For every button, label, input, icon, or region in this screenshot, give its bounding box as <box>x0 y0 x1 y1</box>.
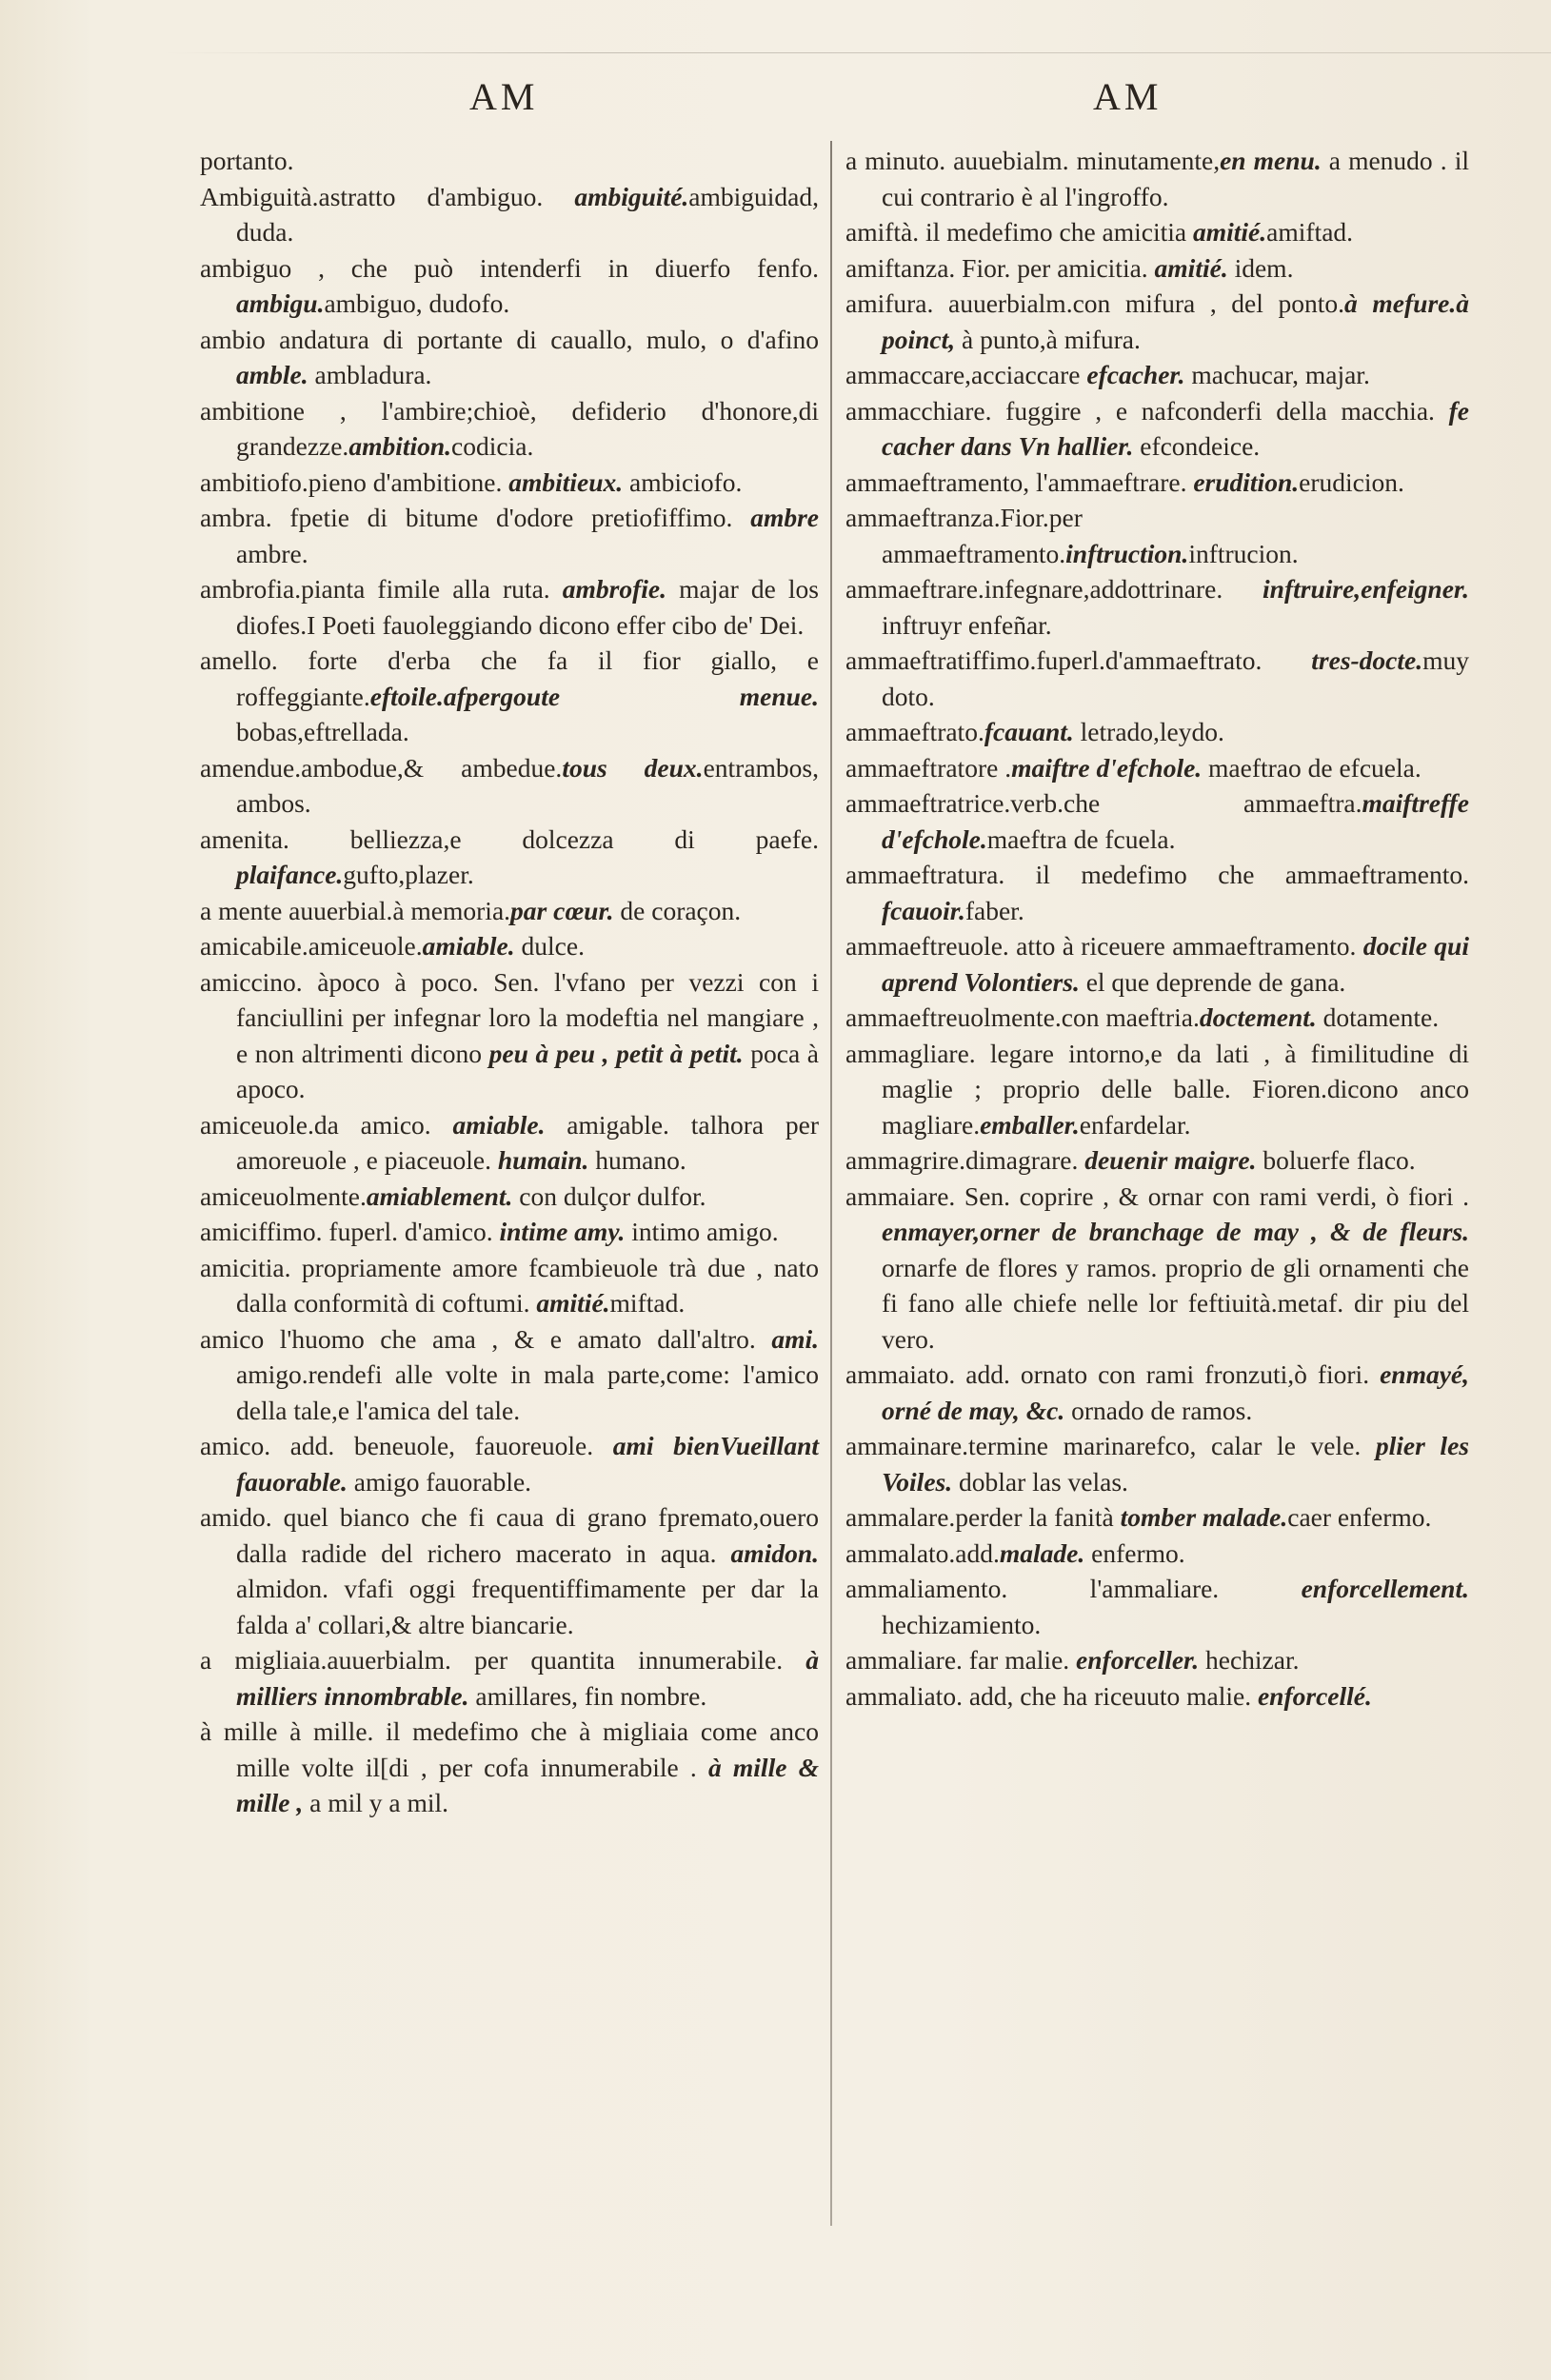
dictionary-entry <box>845 1036 1469 1143</box>
french-equivalent: ambition. <box>348 431 452 461</box>
french-equivalent: ambrofie. <box>562 574 667 604</box>
running-head-left: AM <box>469 75 539 118</box>
french-equivalent: fe cacher dans Vn hallier. <box>882 395 1469 461</box>
dictionary-entry <box>845 1357 1469 1428</box>
dictionary-entry <box>845 714 1469 750</box>
french-equivalent: ambitieux. <box>508 466 624 497</box>
entry-text: de coraçon. <box>613 895 742 925</box>
french-equivalent: malade. <box>999 1537 1085 1568</box>
entry-text: el que deprende de gana. <box>1079 966 1346 997</box>
entry-text: a migliaia.auuerbialm. per quantita innumerabile. <box>200 1645 806 1675</box>
french-equivalent: enforcellé. <box>1257 1680 1372 1711</box>
entry-text: amendue.ambodue,& ambedue. <box>200 752 563 783</box>
entry-text: Ambiguità.astratto d'ambiguo. <box>200 181 575 211</box>
dictionary-entry <box>200 1499 819 1642</box>
french-equivalent: deuenir maigre. <box>1084 1145 1257 1175</box>
french-equivalent: amiable. <box>422 931 515 961</box>
entry-text: ornarfe de flores y ramos. proprio de gli ornamenti che fi fano alle chiefe nelle lor feftiuità.metaf. dir piu del vero. <box>882 1252 1469 1354</box>
entry-text: majar de los diofes.I Poeti fauoleggiando dicono effer cibo de' Dei. <box>236 574 819 640</box>
entry-text: intimo amigo. <box>625 1217 779 1246</box>
entry-text: gufto,plazer. <box>343 860 474 889</box>
entry-text: amicitia. propriamente amore fcambieuole trà due , nato dalla conformità di coftumi. <box>200 1252 819 1318</box>
running-head-right: AM <box>1093 75 1163 118</box>
entry-text: ambio andatura di portante di cauallo, mulo, o d'afino <box>200 324 819 354</box>
french-equivalent: eftoile.afpergoute menue. <box>369 681 819 711</box>
french-equivalent: inftruction. <box>1065 538 1189 568</box>
french-equivalent: amiable. <box>452 1109 546 1140</box>
entry-text: ammaeftratore . <box>845 752 1012 783</box>
entry-text: ammaeftreuole. atto à riceuere ammaeftramento. <box>845 931 1363 961</box>
french-equivalent: erudition. <box>1193 466 1300 497</box>
entry-text: amico l'huomo che ama , & e amato dall'altro. <box>200 1323 772 1354</box>
entry-text: ammaiato. add. ornato con rami fronzuti,ò fiori. <box>845 1359 1381 1389</box>
dictionary-entry <box>200 1428 819 1499</box>
column-divider <box>830 141 832 2226</box>
entry-text: ammaliato. add, che ha riceuuto malie. <box>845 1680 1258 1711</box>
entry-text: maeftra de fcuela. <box>986 823 1176 854</box>
entry-text: con dulçor dulfor. <box>512 1180 706 1211</box>
french-equivalent: fcauant. <box>984 717 1074 746</box>
entry-text: à punto,à mifura. <box>955 324 1141 354</box>
french-equivalent: efcacher. <box>1086 360 1185 389</box>
entry-text: ammaeftreuolmente.con maeftria. <box>845 1002 1200 1032</box>
dictionary-entry <box>845 465 1469 501</box>
entry-text: amiceuole.da amico. <box>200 1109 453 1140</box>
dictionary-entry <box>845 785 1469 857</box>
dictionary-entry <box>845 928 1469 1000</box>
dictionary-entry <box>200 1321 819 1429</box>
french-equivalent: fcauoir. <box>882 895 965 925</box>
entry-text: ammacchiare. fuggire , e nafconderfi della macchia. <box>845 395 1449 426</box>
french-equivalent: inftruire,enfeigner. <box>1263 574 1469 604</box>
entry-text: ambra. fpetie di bitume d'odore pretiofiffimo. <box>200 503 751 532</box>
entry-text: dotamente. <box>1316 1002 1440 1032</box>
french-equivalent: plaifance. <box>236 860 344 889</box>
french-equivalent: tous deux. <box>562 752 704 783</box>
entry-text: ammaccare,acciaccare <box>845 360 1087 389</box>
french-equivalent: tres-docte. <box>1311 645 1423 675</box>
french-equivalent: plier les Voiles. <box>882 1431 1469 1497</box>
entry-text: maeftrao de efcuela. <box>1202 752 1422 783</box>
entry-text: miftad. <box>609 1288 686 1318</box>
french-equivalent: par cœur. <box>510 895 614 925</box>
entry-text: inftrucion. <box>1188 538 1299 568</box>
french-equivalent: humain. <box>497 1145 589 1175</box>
dictionary-entry <box>200 1179 819 1215</box>
french-equivalent: maiftreffe d'efchole. <box>882 788 1469 854</box>
entry-text: humano. <box>588 1145 686 1175</box>
entry-text: a mente auuerbial.à memoria. <box>200 895 511 925</box>
entry-text: ammalato.add. <box>845 1537 1000 1568</box>
dictionary-entry <box>845 393 1469 465</box>
french-equivalent: à mille & mille , <box>236 1752 819 1817</box>
entry-text: ammaeftratura. il medefimo che ammaeftramento. <box>845 860 1469 889</box>
entry-text: amiccino. àpoco à poco. Sen. l'vfano per vezzi con i fanciullini per infegnar loro la modeftia nel mangiare , e non altrimenti dicono <box>200 966 819 1068</box>
dictionary-entry <box>845 357 1469 393</box>
entry-text: ambitiofo.pieno d'ambitione. <box>200 466 509 497</box>
entry-text: à mille à mille. il medefimo che à migliaia come anco mille volte il[di , per cofa innumerabile . <box>200 1716 819 1782</box>
entry-text: amiceuolmente. <box>200 1180 367 1211</box>
french-equivalent: à mefure.à poinct, <box>882 288 1469 354</box>
entry-text: muy doto. <box>882 645 1469 711</box>
entry-text: letrado,leydo. <box>1073 717 1224 746</box>
entry-text: ambiciofo. <box>623 466 743 497</box>
entry-text: codicia. <box>451 431 534 461</box>
entry-text: poca à apoco. <box>236 1038 819 1103</box>
dictionary-entry <box>200 1107 819 1179</box>
dictionary-entry <box>845 1499 1469 1536</box>
entry-text: entrambos, ambos. <box>236 752 819 818</box>
entry-text: faber. <box>964 895 1024 925</box>
dictionary-entry <box>845 750 1469 786</box>
entry-text: ammagliare. legare intorno,e da lati , à fimilitudine di maglie ; proprio delle balle. Fioren.dicono anco magliare. <box>845 1038 1469 1140</box>
dictionary-entry <box>200 1642 819 1714</box>
entry-text: amigo.rendefi alle volte in mala parte,come: l'amico della tale,e l'amica del tale. <box>236 1359 819 1425</box>
french-equivalent: amble. <box>236 360 308 389</box>
dictionary-entry <box>845 1000 1469 1036</box>
right-column <box>845 143 1469 1714</box>
entry-text: bobas,eftrellada. <box>236 717 409 746</box>
dictionary-entry <box>845 857 1469 928</box>
entry-text: doblar las velas. <box>952 1466 1128 1497</box>
dictionary-entry <box>200 179 819 250</box>
dictionary-entry <box>200 322 819 393</box>
dictionary-entry <box>200 1214 819 1250</box>
dictionary-entry <box>200 750 819 822</box>
entry-text: hechizamiento. <box>882 1609 1042 1639</box>
french-equivalent: ambre <box>750 503 819 532</box>
left-column <box>200 143 819 1821</box>
dictionary-entry <box>200 571 819 643</box>
entry-text: ambiguo, dudofo. <box>324 288 510 318</box>
entry-text: amiciffimo. fuperl. d'amico. <box>200 1217 500 1246</box>
french-equivalent: amidon. <box>730 1537 819 1568</box>
french-equivalent: enforcellement. <box>1301 1574 1469 1603</box>
entry-text: ammaeftranza.Fior.per ammaeftramento. <box>845 503 1083 568</box>
dictionary-entry <box>845 1571 1469 1642</box>
dictionary-entry <box>845 1642 1469 1678</box>
french-equivalent: tomber malade. <box>1120 1502 1288 1532</box>
entry-text: ammaeftratiffimo.fuperl.d'ammaeftrato. <box>845 645 1312 675</box>
dictionary-entry <box>845 250 1469 287</box>
entry-text: hechizar. <box>1199 1645 1300 1675</box>
dictionary-entry <box>200 964 819 1107</box>
entry-text: ambre. <box>236 538 308 568</box>
french-equivalent: docile qui aprend Volontiers. <box>882 931 1469 997</box>
french-equivalent: ambiguité. <box>574 181 689 211</box>
entry-text: enfermo. <box>1084 1537 1185 1568</box>
entry-text: efcondeice. <box>1133 431 1261 461</box>
dictionary-entry <box>200 893 819 929</box>
french-equivalent: amiablement. <box>366 1180 513 1211</box>
french-equivalent: ami bienVueillant fauorable. <box>236 1431 819 1497</box>
entry-text: amiftanza. Fior. per amicitia. <box>845 252 1155 283</box>
entry-text: erudicion. <box>1299 466 1404 497</box>
french-equivalent: en menu. <box>1220 146 1322 175</box>
french-equivalent: enmayer,orner de branchage de may , & de fleurs. <box>882 1217 1469 1246</box>
entry-text: a minuto. auuebialm. minutamente, <box>845 146 1221 175</box>
entry-text: amido. quel bianco che fi caua di grano fpremato,ouero dalla radide del richero macerato in aqua. <box>200 1502 819 1568</box>
dictionary-entry <box>200 928 819 964</box>
entry-text: amillares, fin nombre. <box>468 1680 707 1711</box>
dictionary-entry <box>200 643 819 750</box>
entry-text: amicabile.amiceuole. <box>200 931 423 961</box>
entry-text: ammaeftramento, l'ammaeftrare. <box>845 466 1194 497</box>
entry-text: ammaeftrare.infegnare,addottrinare. <box>845 574 1263 604</box>
french-equivalent: doctement. <box>1199 1002 1317 1032</box>
entry-text: amico. add. beneuole, fauoreuole. <box>200 1431 613 1460</box>
french-equivalent: à milliers innombrable. <box>236 1645 819 1711</box>
entry-text: caer enfermo. <box>1287 1502 1432 1532</box>
french-equivalent: ambigu. <box>236 288 325 318</box>
dictionary-entry <box>845 1179 1469 1358</box>
entry-text: ambladura. <box>308 360 432 389</box>
entry-text: ammalare.perder la fanità <box>845 1502 1121 1532</box>
dictionary-entry <box>200 250 819 322</box>
entry-text: ammainare.termine marinarefco, calar le vele. <box>845 1431 1376 1460</box>
dictionary-entry <box>200 1714 819 1821</box>
entry-text: machucar, majar. <box>1184 360 1370 389</box>
dictionary-entry <box>845 1536 1469 1572</box>
dictionary-entry <box>200 143 819 179</box>
entry-text: portanto. <box>200 146 294 175</box>
entry-text: ammaeftratrice.verb.che ammaeftra. <box>845 788 1362 818</box>
entry-text: ambiguidad, duda. <box>236 181 819 247</box>
french-equivalent: enmayé, orné de may, &c. <box>882 1359 1469 1425</box>
entry-text: a menudo . il cui contrario è al l'ingroffo. <box>882 146 1469 211</box>
entry-text: amenita. belliezza,e dolcezza di paefe. <box>200 823 819 854</box>
entry-text: boluerfe flaco. <box>1256 1145 1416 1175</box>
entry-text: amiftà. il medefimo che amicitia <box>845 217 1193 247</box>
entry-text: almidon. vfafi oggi frequentiffimamente per dar la falda a' collari,& altre biancarie. <box>236 1574 819 1639</box>
entry-text: ambiguo , che può intenderfi in diuerfo fenfo. <box>200 252 819 283</box>
dictionary-entry <box>200 822 819 893</box>
entry-text: ammaliare. far malie. <box>845 1645 1077 1675</box>
french-equivalent: enforceller. <box>1076 1645 1200 1675</box>
dictionary-entry <box>845 143 1469 214</box>
french-equivalent: maiftre d'efchole. <box>1011 752 1203 783</box>
entry-text: a mil y a mil. <box>303 1788 449 1817</box>
entry-text: amifura. auuerbialm.con mifura , del ponto. <box>845 288 1345 318</box>
entry-text: ambitione , l'ambire;chioè, defiderio d'honore,di grandezze. <box>200 395 819 461</box>
dictionary-entry <box>845 643 1469 714</box>
entry-text: idem. <box>1227 252 1294 283</box>
entry-text: dulce. <box>514 931 585 961</box>
french-equivalent: peu à peu , petit à petit. <box>488 1038 744 1068</box>
french-equivalent: amitié. <box>536 1288 610 1318</box>
entry-text: ornado de ramos. <box>1064 1395 1253 1425</box>
entry-text: amiftad. <box>1266 217 1354 247</box>
dictionary-entry <box>200 1250 819 1321</box>
french-equivalent: ami. <box>771 1323 819 1354</box>
entry-text: enfardelar. <box>1079 1109 1191 1140</box>
entry-text: amello. forte d'erba che fa il fior giallo, e roffeggiante. <box>200 645 819 711</box>
french-equivalent: intime amy. <box>499 1217 626 1246</box>
dictionary-entry <box>845 214 1469 250</box>
french-equivalent: amitié. <box>1193 217 1267 247</box>
entry-text: ambrofia.pianta fimile alla ruta. <box>200 574 563 604</box>
entry-text: amigo fauorable. <box>347 1466 532 1497</box>
dictionary-entry <box>845 1142 1469 1179</box>
entry-text: ammaliamento. l'ammaliare. <box>845 1574 1302 1603</box>
entry-text: ammaeftrato. <box>845 717 984 746</box>
dictionary-entry <box>200 500 819 571</box>
dictionary-entry <box>845 1678 1469 1715</box>
french-equivalent: emballer. <box>980 1109 1080 1140</box>
dictionary-entry <box>845 571 1469 643</box>
french-equivalent: amitié. <box>1154 252 1228 283</box>
dictionary-entry <box>845 1428 1469 1499</box>
dictionary-entry <box>200 465 819 501</box>
dictionary-entry <box>845 500 1469 571</box>
dictionary-entry <box>845 286 1469 357</box>
entry-text: ammagrire.dimagrare. <box>845 1145 1085 1175</box>
entry-text: inftruyr enfeñar. <box>882 609 1052 640</box>
top-edge-line <box>162 52 1551 53</box>
entry-text: amigable. talhora per amoreuole , e piaceuole. <box>236 1109 819 1175</box>
dictionary-entry <box>200 393 819 465</box>
entry-text: ammaiare. Sen. coprire , & ornar con rami verdi, ò fiori . <box>845 1180 1469 1211</box>
